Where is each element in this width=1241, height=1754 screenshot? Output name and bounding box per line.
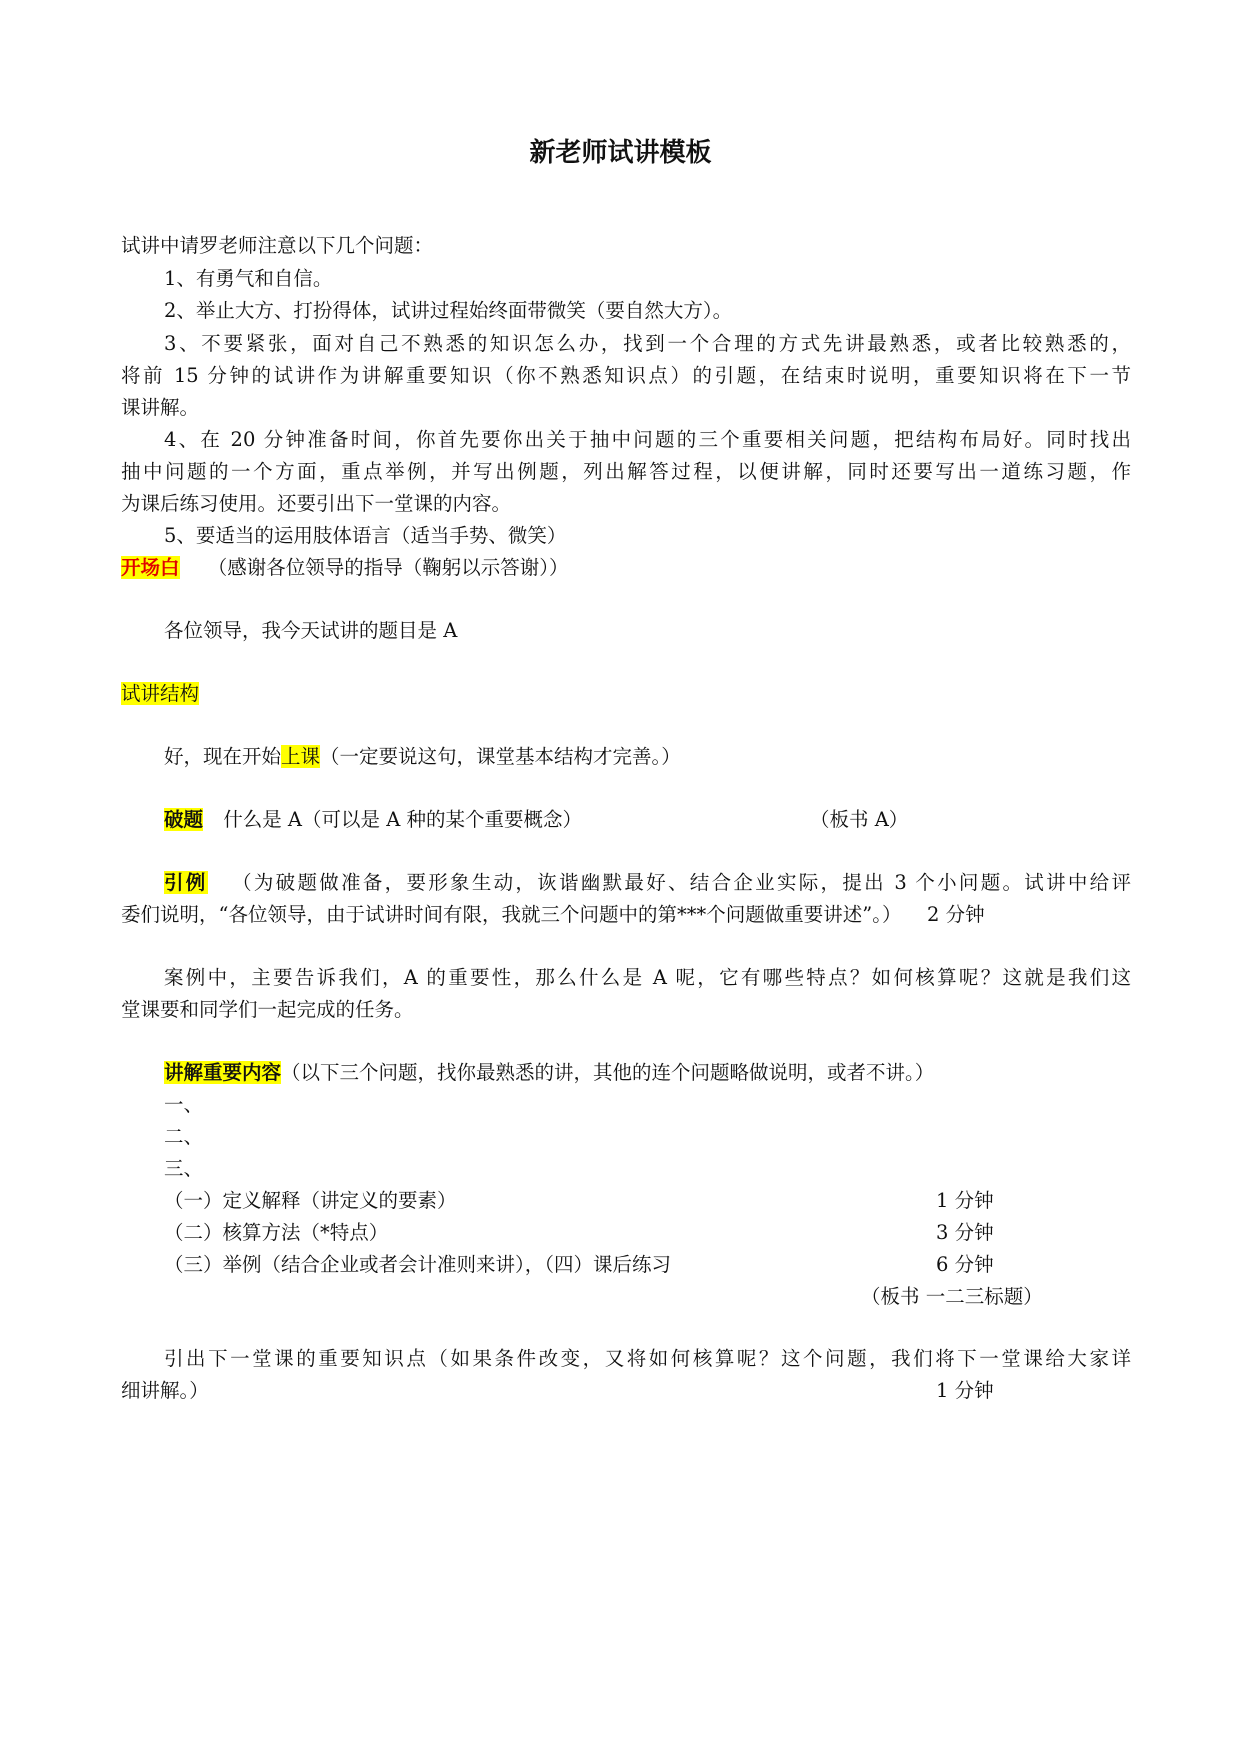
sub-item-text: （三）举例（结合企业或者会计准则来讲），（四）课后练习 bbox=[164, 1253, 672, 1276]
note-4-line-2: 抽中问题的一个方面，重点举例，并写出例题，列出解答过程，以便讲解，同时还要写出一道练习题，作 bbox=[121, 460, 1131, 483]
list-item: 二、 bbox=[164, 1125, 204, 1148]
poti-label: 破题 bbox=[164, 808, 204, 831]
start-class-line bbox=[164, 743, 1131, 771]
sub-item-1 bbox=[164, 1187, 1131, 1215]
case-line-2: 堂课要和同学们一起完成的任务。 bbox=[121, 998, 414, 1021]
opening-line bbox=[121, 554, 1131, 582]
note-4-line-3: 为课后练习使用。还要引出下一堂课的内容。 bbox=[121, 492, 512, 515]
start-class-text: 好，现在开始 bbox=[164, 745, 282, 768]
note-5: 5、要适当的运用肢体语言（适当手势、微笑） bbox=[164, 524, 567, 547]
sub-item-2 bbox=[164, 1219, 1131, 1247]
main-content-line bbox=[164, 1059, 1131, 1087]
note-3-line-1: 3、不要紧张，面对自己不熟悉的知识怎么办，找到一个合理的方式先讲最熟悉，或者比较熟悉的， bbox=[164, 332, 1131, 355]
case-line-1: 案例中，主要告诉我们，A 的重要性，那么什么是 A 呢，它有哪些特点？如何核算呢？这就是我们这 bbox=[164, 966, 1131, 989]
next-time: 1 分钟 bbox=[936, 1379, 994, 1402]
page-title: 新老师试讲模板 bbox=[529, 138, 712, 168]
sub-item-time: 1 分钟 bbox=[936, 1189, 994, 1212]
main-content-note: （以下三个问题，找你最熟悉的讲，其他的连个问题略做说明，或者不讲。） bbox=[281, 1061, 935, 1084]
list-item: 三、 bbox=[164, 1157, 204, 1180]
main-board: （板书 一二三标题） bbox=[861, 1285, 1043, 1308]
opening-label: 开场白 bbox=[121, 556, 180, 579]
next-line-2 bbox=[121, 1377, 1131, 1405]
poti-text: 什么是 A（可以是 A 种的某个重要概念） bbox=[223, 808, 582, 831]
note-1: 1、有勇气和自信。 bbox=[164, 267, 333, 290]
opening-note: （感谢各位领导的指导（鞠躬以示答谢）） bbox=[207, 556, 569, 579]
intro-line: 试讲中请罗老师注意以下几个问题： bbox=[121, 234, 434, 257]
note-4-line-1: 4、在 20 分钟准备时间，你首先要你出关于抽中问题的三个重要相关问题，把结构布局好。同时找出 bbox=[164, 428, 1131, 451]
sub-item-time: 3 分钟 bbox=[936, 1221, 994, 1244]
yinli-text-1: （为破题做准备，要形象生动，诙谐幽默最好、结合企业实际，提出 3 个小问题。试讲中给评 bbox=[232, 871, 1131, 894]
yinli-label: 引例 bbox=[164, 871, 208, 894]
poti-board: （板书 A） bbox=[810, 808, 909, 831]
poti-line bbox=[164, 806, 1131, 834]
next-line-1: 引出下一堂课的重要知识点（如果条件改变，又将如何核算呢？这个问题，我们将下一堂课给大家详 bbox=[164, 1347, 1131, 1370]
sub-item-text: （二）核算方法（*特点） bbox=[164, 1221, 389, 1244]
start-class-highlight: 上课 bbox=[281, 745, 321, 768]
opening-speech: 各位领导，我今天试讲的题目是 A bbox=[164, 619, 458, 642]
sub-item-text: （一）定义解释（讲定义的要素） bbox=[164, 1189, 457, 1212]
yinli-text-2: 委们说明，“各位领导，由于试讲时间有限，我就三个问题中的第***个问题做重要讲述”。） bbox=[121, 903, 902, 926]
yinli-line-1 bbox=[164, 869, 1131, 897]
note-3-line-2: 将前 15 分钟的试讲作为讲解重要知识（你不熟悉知识点）的引题，在结束时说明，重要知识将在下一节 bbox=[121, 364, 1131, 387]
yinli-line-2 bbox=[121, 901, 1131, 929]
note-3-line-3: 课讲解。 bbox=[121, 396, 200, 419]
sub-item-3 bbox=[164, 1251, 1131, 1279]
sub-item-time: 6 分钟 bbox=[936, 1253, 994, 1276]
yinli-time: 2 分钟 bbox=[927, 903, 985, 926]
main-content-label: 讲解重要内容 bbox=[164, 1061, 282, 1084]
structure-heading bbox=[121, 680, 1131, 708]
start-class-note: （一定要说这句，课堂基本结构才完善。） bbox=[320, 745, 681, 768]
next-text-2: 细讲解。） bbox=[121, 1379, 209, 1402]
note-2: 2、举止大方、打扮得体，试讲过程始终面带微笑（要自然大方）。 bbox=[164, 299, 733, 322]
structure-label: 试讲结构 bbox=[121, 682, 200, 705]
list-item: 一、 bbox=[164, 1093, 204, 1116]
